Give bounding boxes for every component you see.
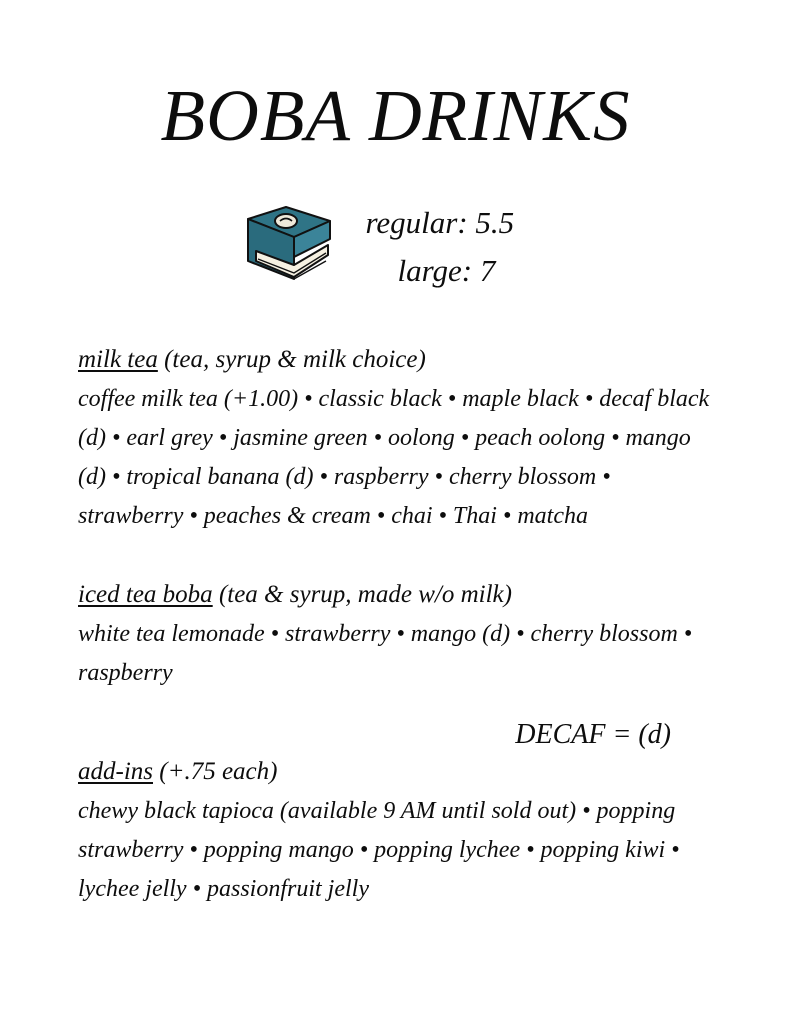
decaf-note: DECAF = (d) <box>515 718 671 750</box>
spacer <box>78 562 713 576</box>
section-items: coffee milk tea (+1.00) • classic black • maple black • decaf black (d) • earl grey • jasmine green • oolong • peach oolong • mango (d) • tropical banana (d) • raspberry • cherry blossom • strawberry • peaches & cream • chai • Thai • matcha <box>78 386 710 529</box>
section-name: iced tea boba <box>78 580 213 608</box>
price-large: large: 7 <box>397 252 496 288</box>
section-name: add-ins <box>78 757 153 785</box>
section-heading <box>78 576 713 614</box>
section-name: milk tea <box>78 345 158 373</box>
section-add-ins <box>78 753 713 909</box>
section-qualifier: (tea, syrup & milk choice) <box>164 345 426 373</box>
section-items: chewy black tapioca (available 9 AM until sold out) • popping strawberry • popping mango • popping lychee • popping kiwi • lychee jelly • passionfruit jelly <box>78 798 680 903</box>
section-milk-tea <box>78 341 713 536</box>
menu-sections <box>0 341 791 909</box>
page-title: BOBA DRINKS <box>160 75 631 156</box>
section-qualifier: (tea & syrup, made w/o milk) <box>218 580 512 608</box>
section-heading <box>78 341 713 379</box>
section-items: white tea lemonade • strawberry • mango (d) • cherry blossom • raspberry <box>78 621 693 687</box>
price-regular: regular: 5.5 <box>365 204 515 240</box>
section-heading <box>78 753 713 791</box>
pricing-block <box>0 197 791 295</box>
section-qualifier: (+.75 each) <box>159 757 278 785</box>
book-icon <box>240 203 336 289</box>
price-list <box>362 197 552 295</box>
section-iced-tea-boba <box>78 576 713 693</box>
